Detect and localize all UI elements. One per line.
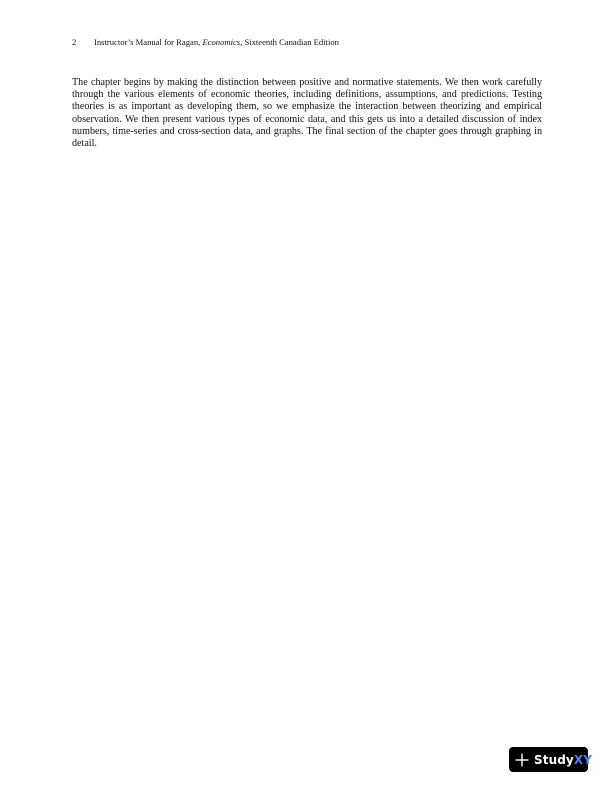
running-header <box>72 36 542 48</box>
brand-study: Study <box>534 752 574 767</box>
brand-xy: XY <box>573 752 592 767</box>
header-title-prefix: Instructor’s Manual for Ragan, <box>94 37 203 47</box>
page-number: 2 <box>72 37 77 47</box>
header-title-suffix: , Sixteenth Canadian Edition <box>240 37 339 47</box>
chapter-overview-paragraph: The chapter begins by making the distinction between positive and normative statements. We then work carefully through the various elements of economic theories, including definitions, assumptions, and predictions. Testing theories is as important as developing them, so we emphasize the interaction between theorizing and empirical observation. We then present various types of economic data, and this gets us into a detailed discussion of index numbers, time-series and cross-section data, and graphs. The final section of the chapter goes through graphing in detail. <box>72 77 542 150</box>
plus-sparkle-icon <box>515 753 529 767</box>
header-title-italic: Economics <box>202 37 241 47</box>
studyxy-logo-text <box>534 753 592 767</box>
studyxy-watermark-badge[interactable] <box>509 747 592 772</box>
